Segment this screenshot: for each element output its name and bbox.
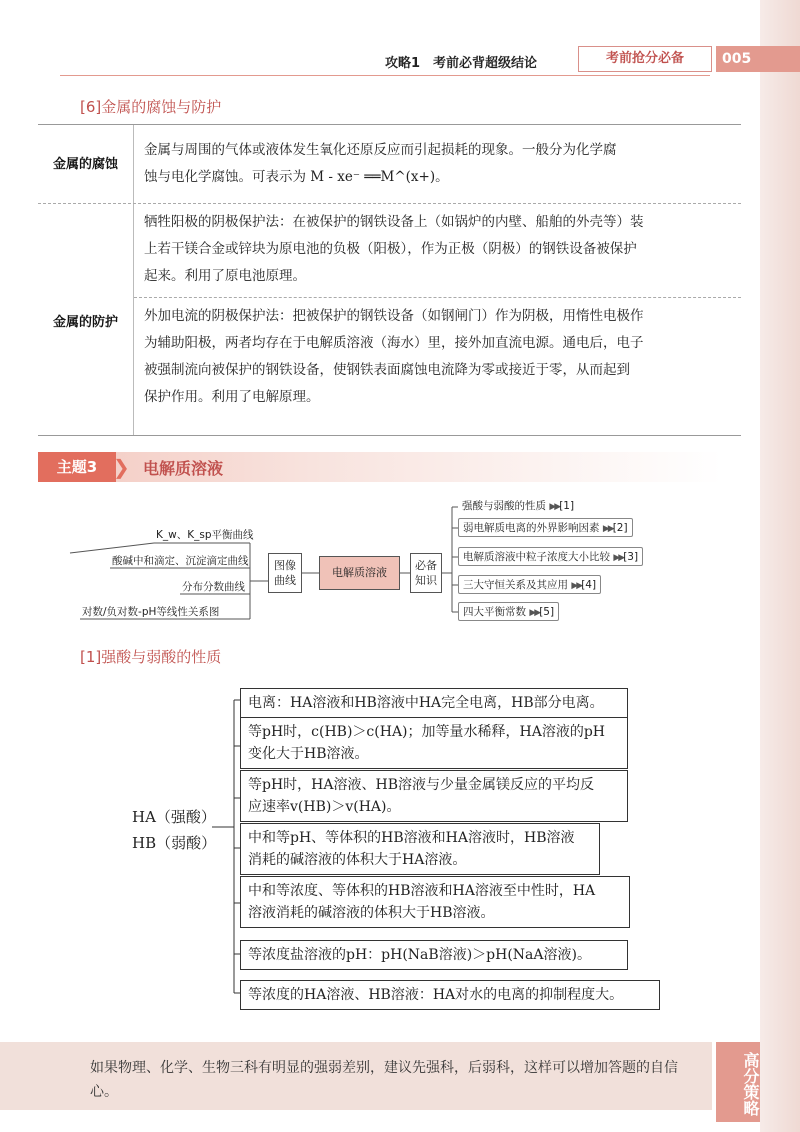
text-line: 中和等pH、等体积的HB溶液和HA溶液时，HB溶液 [248, 830, 575, 846]
section-6-title: [6]金属的腐蚀与防护 [80, 98, 222, 116]
left-item-titration: 酸碱中和滴定、沉淀滴定曲线 [112, 555, 249, 567]
text-line: 等浓度的HA溶液、HB溶液：HA对水的电离的抑制程度大。 [248, 987, 624, 1003]
graph-curve-box [268, 553, 302, 593]
text-line: 被强制流向被保护的钢铁设备，使钢铁表面腐蚀电流降为零或接近于零，从而起到 [144, 362, 630, 378]
text-line: 等浓度盐溶液的pH：pH(NaB溶液)＞pH(NaA溶液)。 [248, 947, 591, 963]
right-item-text: 四大平衡常数 [463, 606, 526, 618]
side-tab: 高分策略 [716, 1042, 760, 1122]
topic-tag: 主题3 [38, 452, 116, 482]
topic-title: 电解质溶液 [143, 459, 224, 478]
arrow-icon: ▶▶ [529, 608, 540, 618]
text-line: 牺牲阳极的阴极保护法：在被保护的钢铁设备上（如锅炉的内壁、船舶的外壳等）装 [144, 214, 644, 230]
arrow-icon: ▶▶ [571, 581, 582, 591]
right-item-ref: [2] [612, 522, 628, 534]
property-box-water-ionization [240, 980, 660, 1010]
left-item-distribution: 分布分数曲线 [182, 581, 245, 593]
right-item-ref: [3] [623, 551, 639, 563]
property-box-neutralize-concentration [240, 876, 630, 928]
property-box-reaction-rate [240, 770, 628, 822]
right-item-text: 三大守恒关系及其应用 [463, 579, 568, 591]
arrow-icon: ▶▶ [549, 502, 560, 512]
right-item-text: 强酸与弱酸的性质 [462, 500, 546, 512]
ha-label: HA（强酸） [132, 808, 216, 826]
text-line: 蚀与电化学腐蚀。可表示为 M - xe⁻ ══M^(x+)。 [144, 169, 449, 185]
chevron-right-icon: ❯ [113, 455, 130, 479]
box-line: 知识 [415, 574, 437, 587]
text-line: 电离：HA溶液和HB溶液中HA完全电离，HB部分电离。 [248, 695, 604, 711]
property-box-ionization [240, 688, 628, 718]
hb-label: HB（弱酸） [132, 834, 217, 852]
text-line: 金属与周围的气体或液体发生氧化还原反应而引起损耗的现象。一般分为化学腐 [144, 142, 617, 158]
right-item-2 [458, 518, 633, 537]
text-line: 起来。利用了原电池原理。 [144, 268, 306, 284]
property-box-dilution [240, 717, 628, 769]
arrow-icon: ▶▶ [613, 553, 624, 563]
text-line: 变化大于HB溶液。 [248, 746, 369, 762]
header-tag: 考前抢分必备 [578, 46, 712, 72]
right-item-ref: [1] [559, 500, 575, 512]
page-number: 005 [716, 46, 800, 72]
right-item-1 [458, 497, 578, 516]
box-line: 曲线 [274, 574, 296, 587]
footer-tip: 如果物理、化学、生物三科有明显的强弱差别，建议先强科，后弱科，这样可以增加答题的自信心。 [90, 1060, 678, 1100]
right-item-4 [458, 575, 601, 594]
box-line: 图像 [274, 559, 296, 572]
text-line: 等pH时，HA溶液、HB溶液与少量金属镁反应的平均反 [248, 777, 594, 793]
text-line: 等pH时，c(HB)＞c(HA)；加等量水稀释，HA溶液的pH [248, 724, 606, 740]
right-item-5 [458, 602, 559, 621]
property-box-neutralize-ph [240, 823, 600, 875]
right-item-text: 电解质溶液中粒子浓度大小比较 [463, 551, 610, 563]
right-item-text: 弱电解质电离的外界影响因素 [463, 522, 600, 534]
text-line: 溶液消耗的碱溶液的体积大于HB溶液。 [248, 905, 495, 921]
text-line: 中和等浓度、等体积的HB溶液和HA溶液至中性时，HA [248, 883, 596, 899]
mindmap-center-node: 电解质溶液 [319, 556, 400, 590]
right-item-3 [458, 547, 643, 566]
property-box-salt-ph [240, 940, 628, 970]
text-line: 保护作用。利用了电解原理。 [144, 389, 320, 405]
text-line: 应速率v(HB)＞v(HA)。 [248, 799, 401, 815]
header-title: 攻略1 考前必背超级结论 [385, 56, 538, 71]
right-item-ref: [4] [581, 579, 597, 591]
text-line: 为辅助阳极，两者均存在于电解质溶液（海水）里，接外加直流电源。通电后，电子 [144, 335, 644, 351]
box-line: 必备 [415, 559, 437, 572]
essential-knowledge-box [410, 553, 442, 593]
text-line: 消耗的碱溶液的体积大于HA溶液。 [248, 852, 467, 868]
section-1-title: [1]强酸与弱酸的性质 [80, 648, 222, 666]
text-line: 外加电流的阴极保护法：把被保护的钢铁设备（如钢闸门）作为阴极，用惰性电极作 [144, 308, 644, 324]
left-item-log-ph: 对数/负对数-pH等线性关系图 [82, 606, 220, 618]
right-item-ref: [5] [539, 606, 555, 618]
row-head-protection: 金属的防护 [52, 315, 118, 330]
text-line: 上若干镁合金或锌块为原电池的负极（阳极），作为正极（阴极）的钢铁设备被保护 [144, 241, 637, 257]
left-item-kw-ksp: K_w、K_sp平衡曲线 [156, 529, 254, 541]
arrow-icon: ▶▶ [602, 524, 613, 534]
row-head-corrosion: 金属的腐蚀 [52, 157, 118, 172]
